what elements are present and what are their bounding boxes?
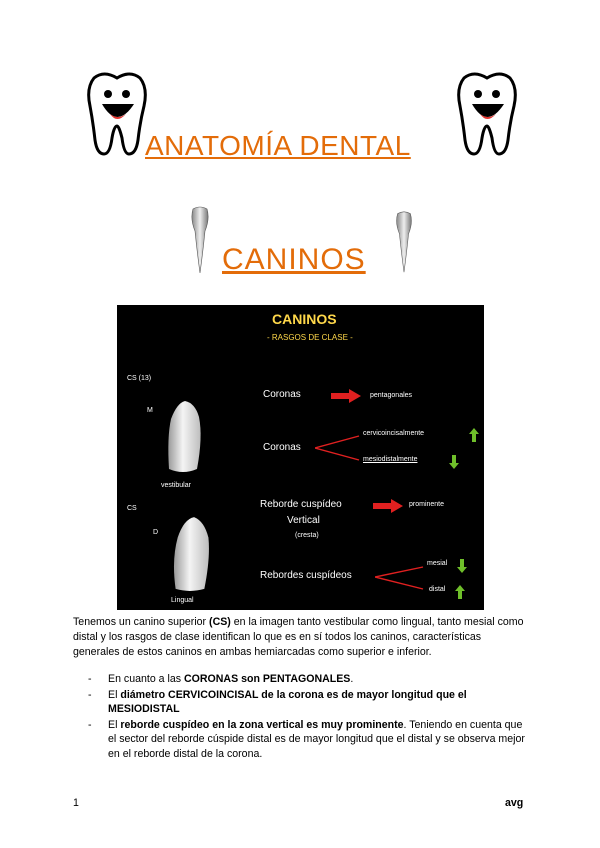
red-arrow-icon: [331, 389, 361, 403]
body-text-part: en la imagen tanto vestibular como lingual, tanto mesial como distal y los rasgos de clase identifican lo que es en sí todos los caninos, características generales de estos caninos en ambas hemiarcadas como superior e inferior.: [73, 616, 524, 658]
canine-vestibular-image: [163, 397, 205, 475]
list-item: - En cuanto a las CORONAS son PENTAGONALES.: [88, 673, 354, 685]
red-arrow-icon: [373, 499, 403, 513]
red-split-lines-icon: [375, 563, 425, 593]
list-item-bold: CORONAS son PENTAGONALES: [183, 673, 351, 685]
list-item-text: .: [350, 673, 354, 685]
body-text-part: Tenemos un canino superior: [73, 616, 210, 628]
list-item: - El reborde cuspídeo en la zona vertical es muy prominente. Teniendo en cuenta que el sector del reborde cúspide distal es de mayor longitud que el distal y se observa mejor en el reborde distal de la corona.: [88, 718, 525, 760]
footer-author: avg: [505, 797, 524, 809]
row3-value: prominente: [409, 501, 445, 508]
canine-tooth-right-image: [393, 210, 415, 274]
label-lingual: Lingual: [171, 597, 194, 604]
green-arrow-up-icon: [469, 428, 479, 442]
green-arrow-up-icon: [455, 585, 465, 599]
list-item: - El diámetro CERVICOINCISAL de la corona es de mayor longitud que el MESIODISTAL: [88, 688, 467, 715]
cartoon-tooth-right-icon: [452, 70, 522, 158]
list-item-text: . Teniendo en cuenta que el sector del reborde cúspide distal es de mayor longitud que el distal y se observa mejor en el reborde distal de la corona.: [108, 718, 525, 760]
green-arrow-down-icon: [449, 455, 459, 469]
label-m: M: [147, 407, 153, 414]
page-number: 1: [73, 797, 79, 809]
green-arrow-down-icon: [457, 559, 467, 573]
row2-value-a: cervicoincisalmente: [363, 430, 425, 437]
slide-subheading: - RASGOS DE CLASE -: [267, 333, 353, 342]
row1-value: pentagonales: [370, 392, 413, 399]
row3-label-a: Reborde cuspídeo: [260, 499, 342, 510]
list-item-text: En cuanto a las: [108, 673, 184, 685]
label-cs13: CS (13): [127, 375, 152, 382]
row2-value-b: mesiodistalmente: [363, 456, 418, 463]
row2-label: Coronas: [263, 442, 301, 453]
list-item-bold: diámetro CERVICOINCISAL de la corona es de mayor longitud que el MESIODISTAL: [108, 688, 467, 715]
red-split-lines-icon: [315, 433, 361, 463]
row1-label: Coronas: [263, 389, 301, 400]
body-paragraph: [73, 615, 528, 660]
label-cs: CS: [127, 505, 137, 512]
label-d: D: [153, 529, 159, 536]
row3-label-c: (cresta): [295, 532, 319, 539]
body-text-bold: (CS): [209, 616, 231, 628]
row4-value-b: distal: [429, 586, 446, 593]
list-item-text: El: [108, 718, 121, 731]
list-item-bold: reborde cuspídeo en la zona vertical es muy prominente: [120, 718, 404, 731]
row3-label-b: Vertical: [287, 515, 320, 526]
slide-heading: CANINOS: [272, 311, 337, 327]
document-title: ANATOMÍA DENTAL: [145, 130, 411, 161]
document-subtitle: CANINOS: [222, 243, 366, 276]
bullet-list: [88, 672, 528, 762]
canine-tooth-left-image: [188, 205, 212, 275]
slide-image: [117, 305, 484, 610]
list-item-text: El: [108, 688, 121, 701]
row4-label: Rebordes cuspídeos: [260, 570, 352, 581]
row4-value-a: mesial: [427, 560, 448, 567]
label-vestibular: vestibular: [161, 482, 191, 489]
canine-lingual-image: [169, 513, 213, 593]
cartoon-tooth-left-icon: [82, 70, 152, 158]
